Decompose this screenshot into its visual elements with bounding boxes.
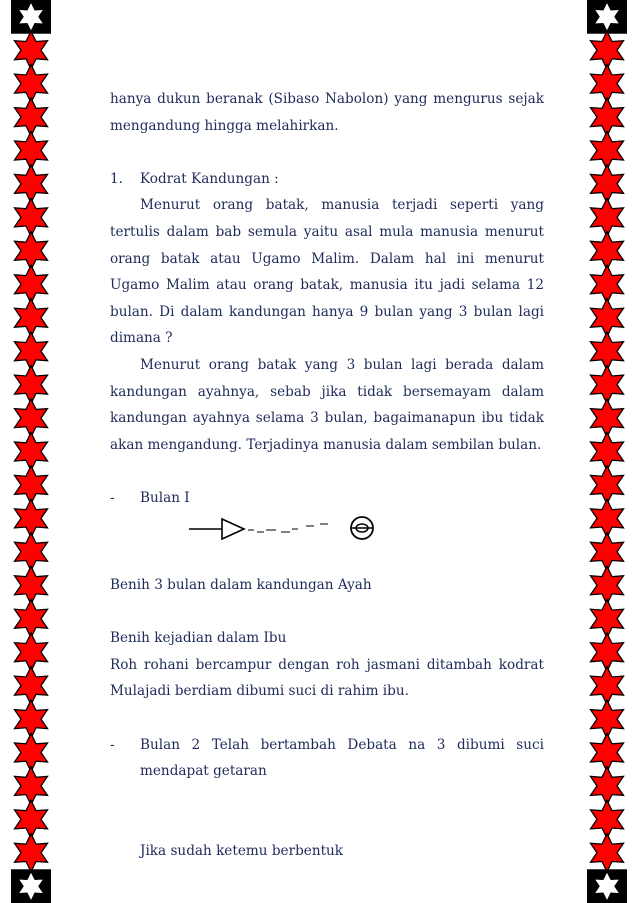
- bullet-text: Bulan I: [140, 489, 190, 506]
- bullet-mark: -: [110, 736, 115, 753]
- numbered-item: [110, 166, 544, 193]
- indent: [110, 838, 140, 865]
- circle-with-line-icon: [351, 517, 373, 539]
- spacer: [110, 599, 544, 626]
- arrow-triangle-icon: [189, 519, 244, 539]
- item-number: 1.: [110, 170, 123, 187]
- paragraph-ayah: Menurut orang batak yang 3 bulan lagi berada dalam kandungan ayahnya, sebab jika tidak bersemayam dalam kandungan ayahnya selama 3 bulan, bagaimanapun ibu tidak akan mengandung. Terjadinya manusia dalam sembilan bulan.: [110, 356, 544, 453]
- spacer: [110, 458, 544, 485]
- paragraph-kodrat: Menurut orang batak, manusia terjadi seperti yang tertulis dalam bab semula yaitu asal mula manusia menurut orang batak atau Ugamo Malim. Dalam hal ini menurut Ugamo Malim atau orang batak, manusia itu jadi selama 12 bulan. Di dalam kandungan hanya 9 bulan yang 3 bulan lagi dimana ?: [110, 197, 544, 347]
- paragraph-roh: Roh rohani bercampur dengan roh jasmani ditambah kodrat Mulajadi berdiam dibumi suci di rahim ibu.: [110, 656, 544, 700]
- spacer: [110, 139, 544, 166]
- bullet-text: Bulan 2 Telah bertambah Debata na 3 dibumi suci mendapat getaran: [140, 736, 544, 780]
- item-title: Kodrat Kandungan :: [140, 170, 279, 187]
- red-star-icon: [15, 834, 48, 872]
- paragraph-ketemu: Jika sudah ketemu berbentuk: [140, 843, 344, 860]
- indented-line: [110, 838, 544, 865]
- paragraph-benih-ibu: Benih kejadian dalam Ibu: [110, 630, 287, 647]
- bullet-item: [110, 732, 544, 785]
- spacer: [110, 811, 544, 838]
- star-border-svg: [576, 0, 638, 903]
- right-star-border: [576, 0, 638, 903]
- star-border-svg: [0, 0, 62, 903]
- spacer: [110, 785, 544, 812]
- bulan-diagram: [110, 512, 544, 546]
- bullet-item: [110, 485, 544, 512]
- spacer: [110, 546, 544, 573]
- paragraph-benih-ayah: Benih 3 bulan dalam kandungan Ayah: [110, 577, 372, 594]
- dashed-line: [248, 524, 328, 532]
- page-body: [110, 86, 544, 865]
- paragraph-intro: hanya dukun beranak (Sibaso Nabolon) yang mengurus sejak mengandung hingga melahirkan.: [110, 91, 544, 134]
- spacer: [110, 705, 544, 732]
- red-star-icon: [591, 834, 624, 872]
- left-star-border: [0, 0, 62, 903]
- bullet-mark: -: [110, 489, 115, 506]
- diagram-figure: [184, 514, 424, 542]
